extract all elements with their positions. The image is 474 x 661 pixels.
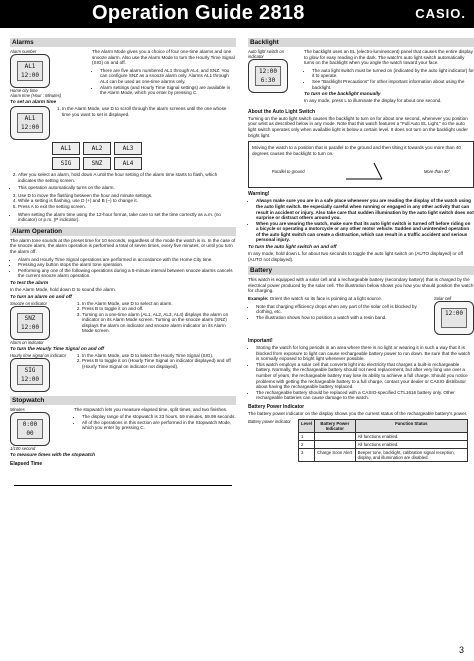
list-item: • Always make sure you are in a safe place whenever you are reading the display of the watch using the auto light switch. Be especially careful when running or engaged in any other activity that can result in accident or injury. Also take care that sudden illumination by the auto light switch does not surprise or distract others around you. bbox=[256, 198, 474, 220]
table-cell: 1 bbox=[299, 432, 315, 440]
watch-illustration bbox=[10, 54, 50, 88]
list-item: • Pressing any button stops the alarm tone operation. bbox=[18, 262, 236, 268]
col-level: Level bbox=[299, 419, 315, 432]
page-header bbox=[0, 0, 474, 28]
auto-switch-heading: About the Auto Light Switch bbox=[248, 108, 316, 115]
table-cell bbox=[315, 432, 356, 440]
battery-text: This watch is equipped with a solar cell and a rechargeable battery (secondary battery) that is charged by the electrical power produced by the solar cell. The illustration below shows you how you should position the watch for charging. bbox=[248, 277, 474, 294]
snooze-indicator-label: Snooze on indicator bbox=[10, 300, 48, 306]
list-item: 3. Turning on a one-time alarm (AL1, AL2, AL3, AL4) displays the alarm on indicator on its Alarm Mode screen. Turning on the snooze alarm (SNZ) displays the alarm on indicator and snooze alarm indicator on its Alarm Mode screen. bbox=[82, 312, 236, 334]
watch-display: 0:00 00 bbox=[17, 419, 43, 439]
list-item: • The illustration shows how to position a watch with a resin band. bbox=[256, 315, 430, 321]
alarm-number-label: Alarm number bbox=[10, 49, 37, 54]
set-alarm-heading: To set an alarm time bbox=[10, 100, 57, 105]
list-item: • Alarm settings (and Hourly Time Signal settings) are available in the Alarm Mode, which you enter by pressing C. bbox=[100, 85, 236, 96]
stopwatch-heading: Stopwatch bbox=[10, 396, 236, 405]
list-item: 4. While a setting is flashing, use D (+) and B (–) to change it. bbox=[18, 198, 236, 204]
alarm-screen-sequence bbox=[52, 142, 236, 155]
alarm-operation-text: The alarm tone sounds at the preset time for 10 seconds, regardless of the mode the watch is in. In the case of the snooze alarm, the alarm operation is performed a total of seven times, every five minutes, or until you turn the alarm off. bbox=[10, 237, 236, 254]
watch-illustration bbox=[248, 59, 288, 93]
list-item: • There are five alarm numbered AL1 through AL4, and SNZ. You can configure SNZ as a snooze alarm only. Alarms AL1 through AL4 can be used as one-time alarms only. bbox=[100, 68, 236, 85]
table-row bbox=[299, 440, 468, 448]
list-item: • Storing the watch for long periods in an area where there is no light or wearing it in such a way that it is blocked from exposure to light can cause rechargeable battery power to run down. Be sure that the watch is normally exposed to bright light whenever possible. bbox=[256, 345, 474, 362]
list-item: • When you are wearing the watch, make sure that its auto light switch is turned off before riding on a bicycle or operating a motorcycle or any other motor vehicle. Sudden and unintended operation of the auto light switch can create a distraction, which can result in a traffic accident and serious personal injury. bbox=[256, 221, 474, 243]
example-label: Example: bbox=[248, 296, 269, 302]
test-alarm-heading: To test the alarm bbox=[10, 280, 49, 286]
watch-display: AL1 12:00 bbox=[17, 61, 43, 81]
manual-light-text: In any mode, press L to illuminate the display for about one second. bbox=[304, 98, 442, 104]
list-item: • All of the operations in this section are performed in the Stopwatch Mode, which you enter by pressing C. bbox=[82, 420, 236, 431]
list-item: 1. In the Alarm Mode, use D to scroll through the alarm screens until the one whose time you want to set is displayed. bbox=[62, 106, 236, 117]
alarms-bullets bbox=[100, 68, 236, 96]
list-item: • This operation automatically turns on the alarm. bbox=[18, 185, 236, 191]
list-item: 3. Use D to move the flashing between the hour and minute settings. bbox=[18, 193, 236, 199]
col-indicator: Battery Power Indicator bbox=[315, 419, 356, 432]
measure-heading: To measure times with the stopwatch bbox=[10, 452, 96, 458]
table-cell: Charge Soon Alert bbox=[315, 448, 356, 461]
toggle-light-heading: To turn the auto light switch on and off bbox=[248, 245, 337, 251]
test-alarm-text: In the Alarm Mode, hold down D to sound the alarm. bbox=[10, 286, 116, 292]
table-row bbox=[299, 448, 468, 461]
table-cell: All functions enabled. bbox=[355, 432, 467, 440]
alarm-operation-heading: Alarm Operation bbox=[10, 227, 236, 236]
lcd-al3: AL3 bbox=[114, 142, 142, 155]
stopwatch-text: The stopwatch lets you measure elapsed time, split times, and two finishes. bbox=[74, 406, 228, 412]
list-item: • See "Backlight Precautions" for other important information about using the backlight. bbox=[312, 79, 474, 90]
table-cell: 3 bbox=[299, 448, 315, 461]
page-number: 3 bbox=[458, 645, 464, 655]
alarms-heading: Alarms bbox=[10, 38, 236, 47]
tilt-arrow-icon bbox=[344, 161, 384, 181]
list-item: 2. Press B to toggle it on (Hourly Time Signal on indicator displayed) and off (Hourly Time Signal on indicator not displayed). bbox=[82, 358, 236, 369]
list-item: • Alarm and Hourly Time Signal operations are performed in accordance with the Home City time. bbox=[18, 257, 236, 263]
list-item: • The rechargeable battery should be replaced with a CASIO-specified CTL1616 battery only. Other rechargeable batteries can cause damage to the watch. bbox=[256, 390, 474, 401]
watch-display: 12:00 6:30 bbox=[255, 66, 281, 86]
list-item: 1. In the Alarm Mode, use D to select the Hourly Time Signal (SIG). bbox=[82, 353, 236, 359]
parallel-label: Parallel to ground bbox=[271, 168, 305, 174]
minutes-label: Minutes bbox=[10, 406, 25, 412]
lcd-al1: AL1 bbox=[52, 142, 80, 155]
angle-label: More than 40° bbox=[423, 168, 451, 174]
list-item: 2. Press B to toggle it on and off. bbox=[82, 306, 236, 312]
tilt-diagram-text: Moving the watch to a position that is parallel to the ground and then tilting it towards you more than 40 degrees causes the backlight to turn on. bbox=[252, 145, 461, 156]
list-item: • Note that charging efficiency drops when any part of the solar cell is blocked by clothing, etc. bbox=[256, 304, 430, 315]
list-item: 2. After you select an alarm, hold down A until the hour setting of the alarm time starts to flash, which indicates the setting screen. bbox=[18, 172, 236, 183]
list-item: • The display range of the stopwatch is 23 hours, 59 minutes, 59.99 seconds. bbox=[82, 414, 236, 420]
watch-illustration bbox=[10, 106, 50, 140]
elapsed-heading: Elapsed Time bbox=[10, 460, 43, 467]
alarm-indicator-label: Alarm on indicator bbox=[10, 339, 44, 345]
warning-heading: Warning! bbox=[248, 191, 270, 198]
auto-switch-text: Turning on the auto light switch causes the backlight to turn on for about one second, whenever you position your wrist as described below in any mode. Note that this watch features a "Full Auto EL Light," so the auto light switch operates only when available light is below a certain level. It does not turn on the backlight under bright light. bbox=[248, 115, 468, 138]
battery-indicator-label: Battery power indicator bbox=[248, 418, 291, 424]
lcd-al2: AL2 bbox=[83, 142, 111, 155]
col-status: Function Status bbox=[355, 419, 467, 432]
watch-illustration bbox=[434, 301, 474, 335]
page-title: Operation Guide 2818 bbox=[92, 2, 305, 24]
watch-illustration bbox=[10, 358, 50, 392]
watch-illustration bbox=[10, 306, 50, 340]
signal-indicator-label: Hourly time signal on indicator bbox=[10, 352, 67, 358]
table-cell: All functions enabled. bbox=[355, 440, 467, 448]
list-item: 1. In the Alarm Mode, use D to select an alarm. bbox=[82, 301, 236, 307]
battery-heading: Battery bbox=[248, 266, 474, 275]
alarms-intro: The Alarm Mode gives you a choice of four one-time alarms and one snooze alarm. Also use the Alarm Mode to turn the Hourly Time Signal (SIG) on and off. bbox=[92, 49, 235, 66]
solar-cell-label: Solar cell bbox=[434, 296, 452, 302]
right-column bbox=[248, 34, 474, 462]
auto-light-label: Auto light switch on indicator bbox=[248, 49, 285, 59]
brand-logo: CASIO. bbox=[415, 6, 466, 21]
home-city-label: Home city time bbox=[10, 88, 38, 93]
lcd-sig: SIG bbox=[52, 157, 80, 170]
alarm-time-label: Alarm time (Hour : Minutes) bbox=[10, 93, 62, 98]
table-cell: Beeper tone, backlight, calibration signal reception, display, and illumination are disabled. bbox=[355, 448, 467, 461]
list-item: • Performing any one of the following operations during a 5-minute interval between snooze alarms cancels the current snooze alarm operation. bbox=[18, 268, 236, 279]
list-item: • When setting the alarm time using the 12-hour format, take care to set the time correctly as a.m. (no indicator) or p.m. (P indicator). bbox=[18, 212, 236, 223]
watch-display: SIG 12:00 bbox=[17, 365, 43, 385]
table-row bbox=[299, 432, 468, 440]
elapsed-timeline bbox=[14, 469, 232, 486]
battery-table bbox=[298, 419, 468, 462]
battery-indicator-text: The battery power indicator on the display shows you the current status of the rechargeable battery's power. bbox=[248, 410, 468, 416]
tilt-diagram-box bbox=[248, 141, 474, 188]
toggle-light-text: In any mode, hold down L for about two seconds to toggle the auto light switch on (AUTO displayed) or off (AUTO not displayed). bbox=[248, 251, 463, 262]
hourly-signal-heading: To turn the Hourly Time Signal on and off bbox=[10, 346, 104, 352]
lcd-al4: AL4 bbox=[114, 157, 142, 170]
hundredths-label: 1/100 second bbox=[10, 445, 36, 451]
battery-indicator-heading: Battery Power Indicator bbox=[248, 403, 305, 410]
important-heading: Important! bbox=[248, 338, 273, 345]
left-column bbox=[10, 34, 236, 486]
alarm-onoff-heading: To turn an alarm on and off bbox=[10, 294, 72, 300]
table-cell: 2 bbox=[299, 440, 315, 448]
backlight-text: The backlight uses an EL (electro-luminescent) panel that causes the entire display to glow for easy reading in the dark. The watch's auto light switch automatically turns on the backlight when you angle the watch toward your face. bbox=[304, 49, 473, 66]
watch-display: 12:00 bbox=[441, 308, 467, 328]
backlight-heading: Backlight bbox=[248, 38, 474, 47]
table-cell bbox=[315, 440, 356, 448]
watch-display: SNZ 12:00 bbox=[17, 313, 43, 333]
list-item: • This watch employs a solar cell that converts light into electricity that charges a built-in rechargeable battery. Normally, the rechargeable battery should not need replacement, but after very long use over a number of years, the rechargeable battery may lose its ability to achieve a full charge. Should you notice problems with getting the rechargeable battery to a full charge, contact your dealer or CASIO distributor about having the rechargeable battery replaced. bbox=[256, 362, 474, 390]
list-item: 5. Press A to exit the setting screen. bbox=[18, 204, 236, 210]
example-text: Orient the watch so its face is pointing at a light source. bbox=[269, 296, 383, 302]
lcd-snz: SNZ bbox=[83, 157, 111, 170]
watch-display: AL1 12:00 bbox=[17, 113, 43, 133]
watch-illustration bbox=[10, 412, 50, 446]
list-item: • The auto light switch must be turned on (indicated by the auto light indicator) for it to operate. bbox=[312, 68, 474, 79]
manual-light-heading: To turn on the backlight manually bbox=[304, 92, 381, 98]
